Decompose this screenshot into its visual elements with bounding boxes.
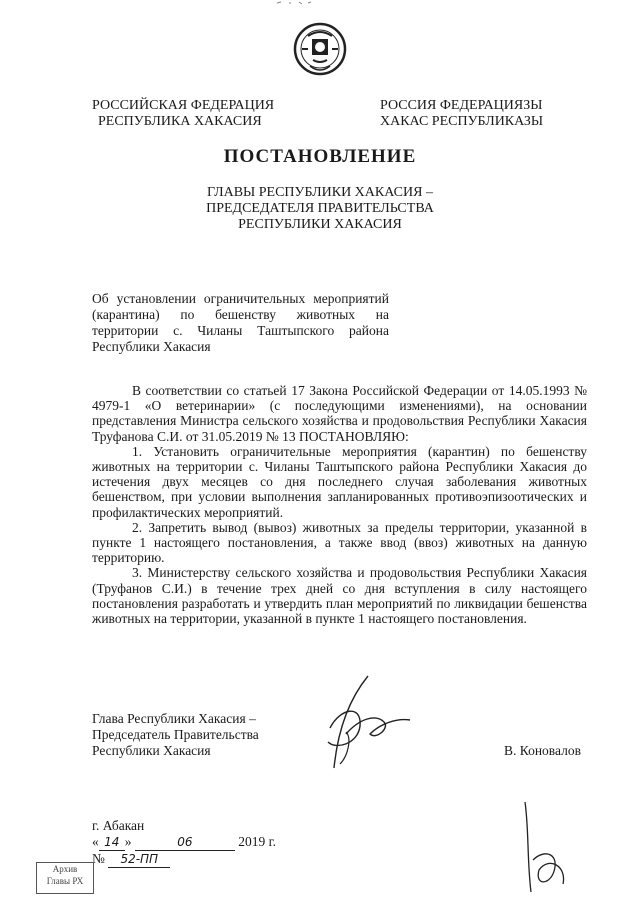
subtitle-line3: РЕСПУБЛИКИ ХАКАСИЯ	[238, 217, 402, 232]
number-line	[92, 851, 276, 868]
date-day: 14	[99, 834, 125, 851]
header-right-block	[380, 98, 550, 130]
position-line3: Республики Хакасия	[92, 743, 211, 758]
scan-mark	[275, 0, 315, 6]
item-1-paragraph: 1. Установить ограничительные мероприятия (карантин) по бешенству животных на территории с. Чиланы Таштыпского района Республики Хакасия до истечения двух месяцев со дня последнего случая заболевания животных бешенством, при условии выполнения запланированных противоэпизоотических и профилактических мероприятий.	[92, 443, 587, 520]
stamp-line2: Главы РХ	[46, 876, 84, 886]
place-and-date	[92, 818, 276, 868]
date-year: 2019 г.	[238, 834, 277, 849]
subtitle-line2: ПРЕДСЕДАТЕЛЯ ПРАВИТЕЛЬСТВА	[206, 201, 434, 216]
number-prefix: №	[92, 851, 105, 866]
preamble-paragraph: В соответствии со статьей 17 Закона Российской Федерации от 14.05.1993 № 4979-1 «О ветеринарии» (с последующими изменениями), на основании представления Министра сельского хозяйства и продовольствия Республики Хакасия Труфанова С.И. от 31.05.2019 № 13 ПОСТАНОВЛЯЮ:	[92, 383, 587, 444]
archive-stamp	[36, 862, 94, 894]
header-right-line2: ХАКАС РЕСПУБЛИКАЗЫ	[380, 114, 544, 129]
header-left-line2: РЕСПУБЛИКА ХАКАСИЯ	[98, 114, 262, 129]
margin-handwriting	[505, 800, 595, 900]
header-left-line1: РОССИЙСКАЯ ФЕДЕРАЦИЯ	[92, 98, 275, 113]
document-subtitle	[0, 185, 640, 233]
date-line: « 14 » 06 2019 г.	[92, 834, 277, 849]
header-left-block	[92, 98, 292, 130]
signatory-position	[92, 711, 259, 759]
khakassia-coat-of-arms-icon	[290, 22, 350, 78]
position-line1: Глава Республики Хакасия –	[92, 711, 256, 726]
document-subject: Об установлении ограничительных мероприятий (карантина) по бешенству животных на территории с. Чиланы Таштыпского района Республики Хакасия	[92, 291, 389, 354]
item-2-paragraph: 2. Запретить вывод (вывоз) животных за пределы территории, указанной в пункте 1 настоящего постановления, а также ввод (ввоз) животных на данную территорию.	[92, 519, 587, 566]
document-title: ПОСТАНОВЛЕНИЕ	[223, 146, 417, 167]
signatory-name: В. Коновалов	[504, 743, 581, 758]
subtitle-line1: ГЛАВЫ РЕСПУБЛИКИ ХАКАСИЯ –	[207, 185, 433, 200]
city: г. Абакан	[92, 818, 145, 833]
position-line2: Председатель Правительства	[92, 727, 259, 742]
document-number: 52-ПП	[108, 851, 170, 868]
handwritten-signature	[300, 668, 420, 788]
document-body	[92, 383, 587, 626]
header-right-line1: РОССИЯ ФЕДЕРАЦИЯЗЫ	[380, 98, 543, 113]
date-month: 06	[135, 834, 235, 851]
item-3-paragraph: 3. Министерству сельского хозяйства и продовольствия Республики Хакасия (Труфанов С.И.) в течение трех дней со дня вступления в силу настоящего постановления разработать и утвердить план мероприятий по ликвидации бешенства животных на территории, указанной в пункте 1 настоящего постановления.	[92, 565, 587, 627]
stamp-line1: Архив	[52, 864, 78, 874]
